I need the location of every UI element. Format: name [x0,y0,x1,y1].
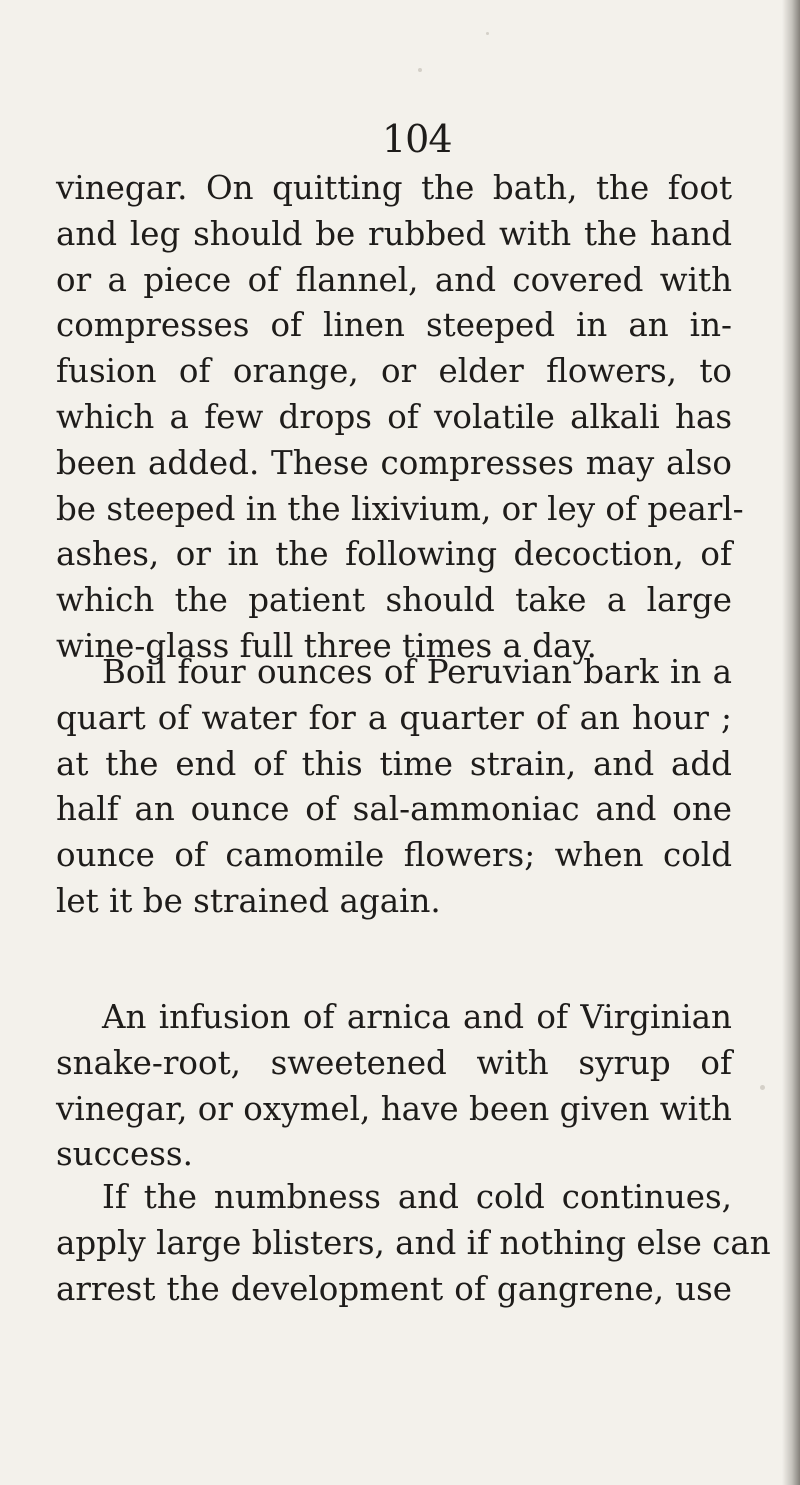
text-line: success. [56,1135,193,1174]
paper-speck [418,68,422,72]
text-line: wine-glass full three times a day. [56,626,597,665]
text-line: be steeped in the lixivium, or ley of pearl- [56,489,744,528]
text-line: at the end of this time strain, and add [56,744,732,783]
text-line: compresses of linen steeped in an in- [56,306,732,345]
text-line: which the patient should take a large [56,581,732,620]
text-line: snake-root, sweetened with syrup of [56,1043,732,1082]
text-line: arrest the development of gangrene, use [56,1269,732,1308]
text-line: apply large blisters, and if nothing else can [56,1223,771,1262]
text-line: which a few drops of volatile alkali has [56,397,732,436]
page-edge-shadow [782,0,800,1485]
paper-speck [760,1085,765,1090]
text-line: ashes, or in the following decoction, of [56,535,732,574]
paragraph-3 [56,995,732,1178]
paragraph-1 [56,166,744,670]
text-line: let it be strained again. [56,881,441,920]
text-line: If the numbness and cold continues, [102,1178,732,1216]
text-line: or a piece of flannel, and covered with [56,260,732,299]
text-line: been added. These compresses may also [56,443,732,482]
page-number: 104 [382,117,452,161]
text-line: vinegar. On quitting the bath, the foot [56,169,732,207]
paragraph-4 [56,1175,771,1312]
text-line: quart of water for a quarter of an hour ; [56,698,732,737]
text-line: vinegar, or oxymel, have been given with [56,1089,732,1128]
text-line: An infusion of arnica and of Virginian [102,998,732,1036]
paper-speck [486,32,489,35]
text-line: ounce of camomile flowers; when cold [56,836,732,875]
text-line: Boil four ounces of Peruvian bark in a [102,653,732,691]
text-line: and leg should be rubbed with the hand [56,214,732,253]
text-line: half an ounce of sal-ammoniac and one [56,790,732,829]
text-line: fusion of orange, or elder flowers, to [56,352,732,391]
paragraph-2 [56,650,732,925]
